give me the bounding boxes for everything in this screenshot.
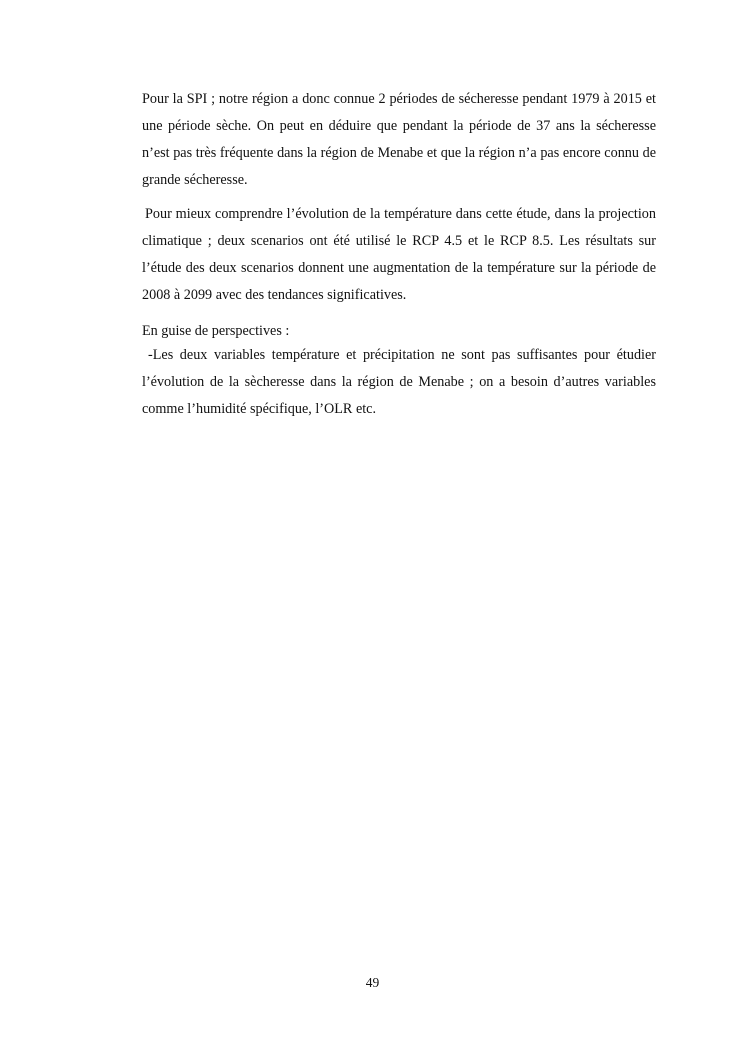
paragraph-spi-drought: Pour la SPI ; notre région a donc connue 2 périodes de sécheresse pendant 1979 à 2015 et une période sèche. On peut en déduire que pendant la période de 37 ans la sécheresse n’est pas très fréquente dans la région de Menabe et que la région n’a pas encore connu de grande sécheresse. bbox=[142, 91, 656, 188]
page-number: 49 bbox=[365, 975, 380, 990]
paragraph-perspectives: -Les deux variables température et précipitation ne sont pas suffisantes pour étudier l’évolution de la sècheresse dans la région de Menabe ; on a besoin d’autres variables comme l’humidité spécifique, l’OLR etc. bbox=[142, 347, 656, 417]
perspectives-heading: En guise de perspectives : bbox=[142, 323, 290, 339]
paragraph-temperature-projection: Pour mieux comprendre l’évolution de la température dans cette étude, dans la projection climatique ; deux scenarios ont été utilisé le RCP 4.5 et le RCP 8.5. Les résultats sur l’étude des deux scenarios donnent une augmentation de la température sur la période de 2008 à 2099 avec des tendances significatives. bbox=[142, 206, 656, 303]
